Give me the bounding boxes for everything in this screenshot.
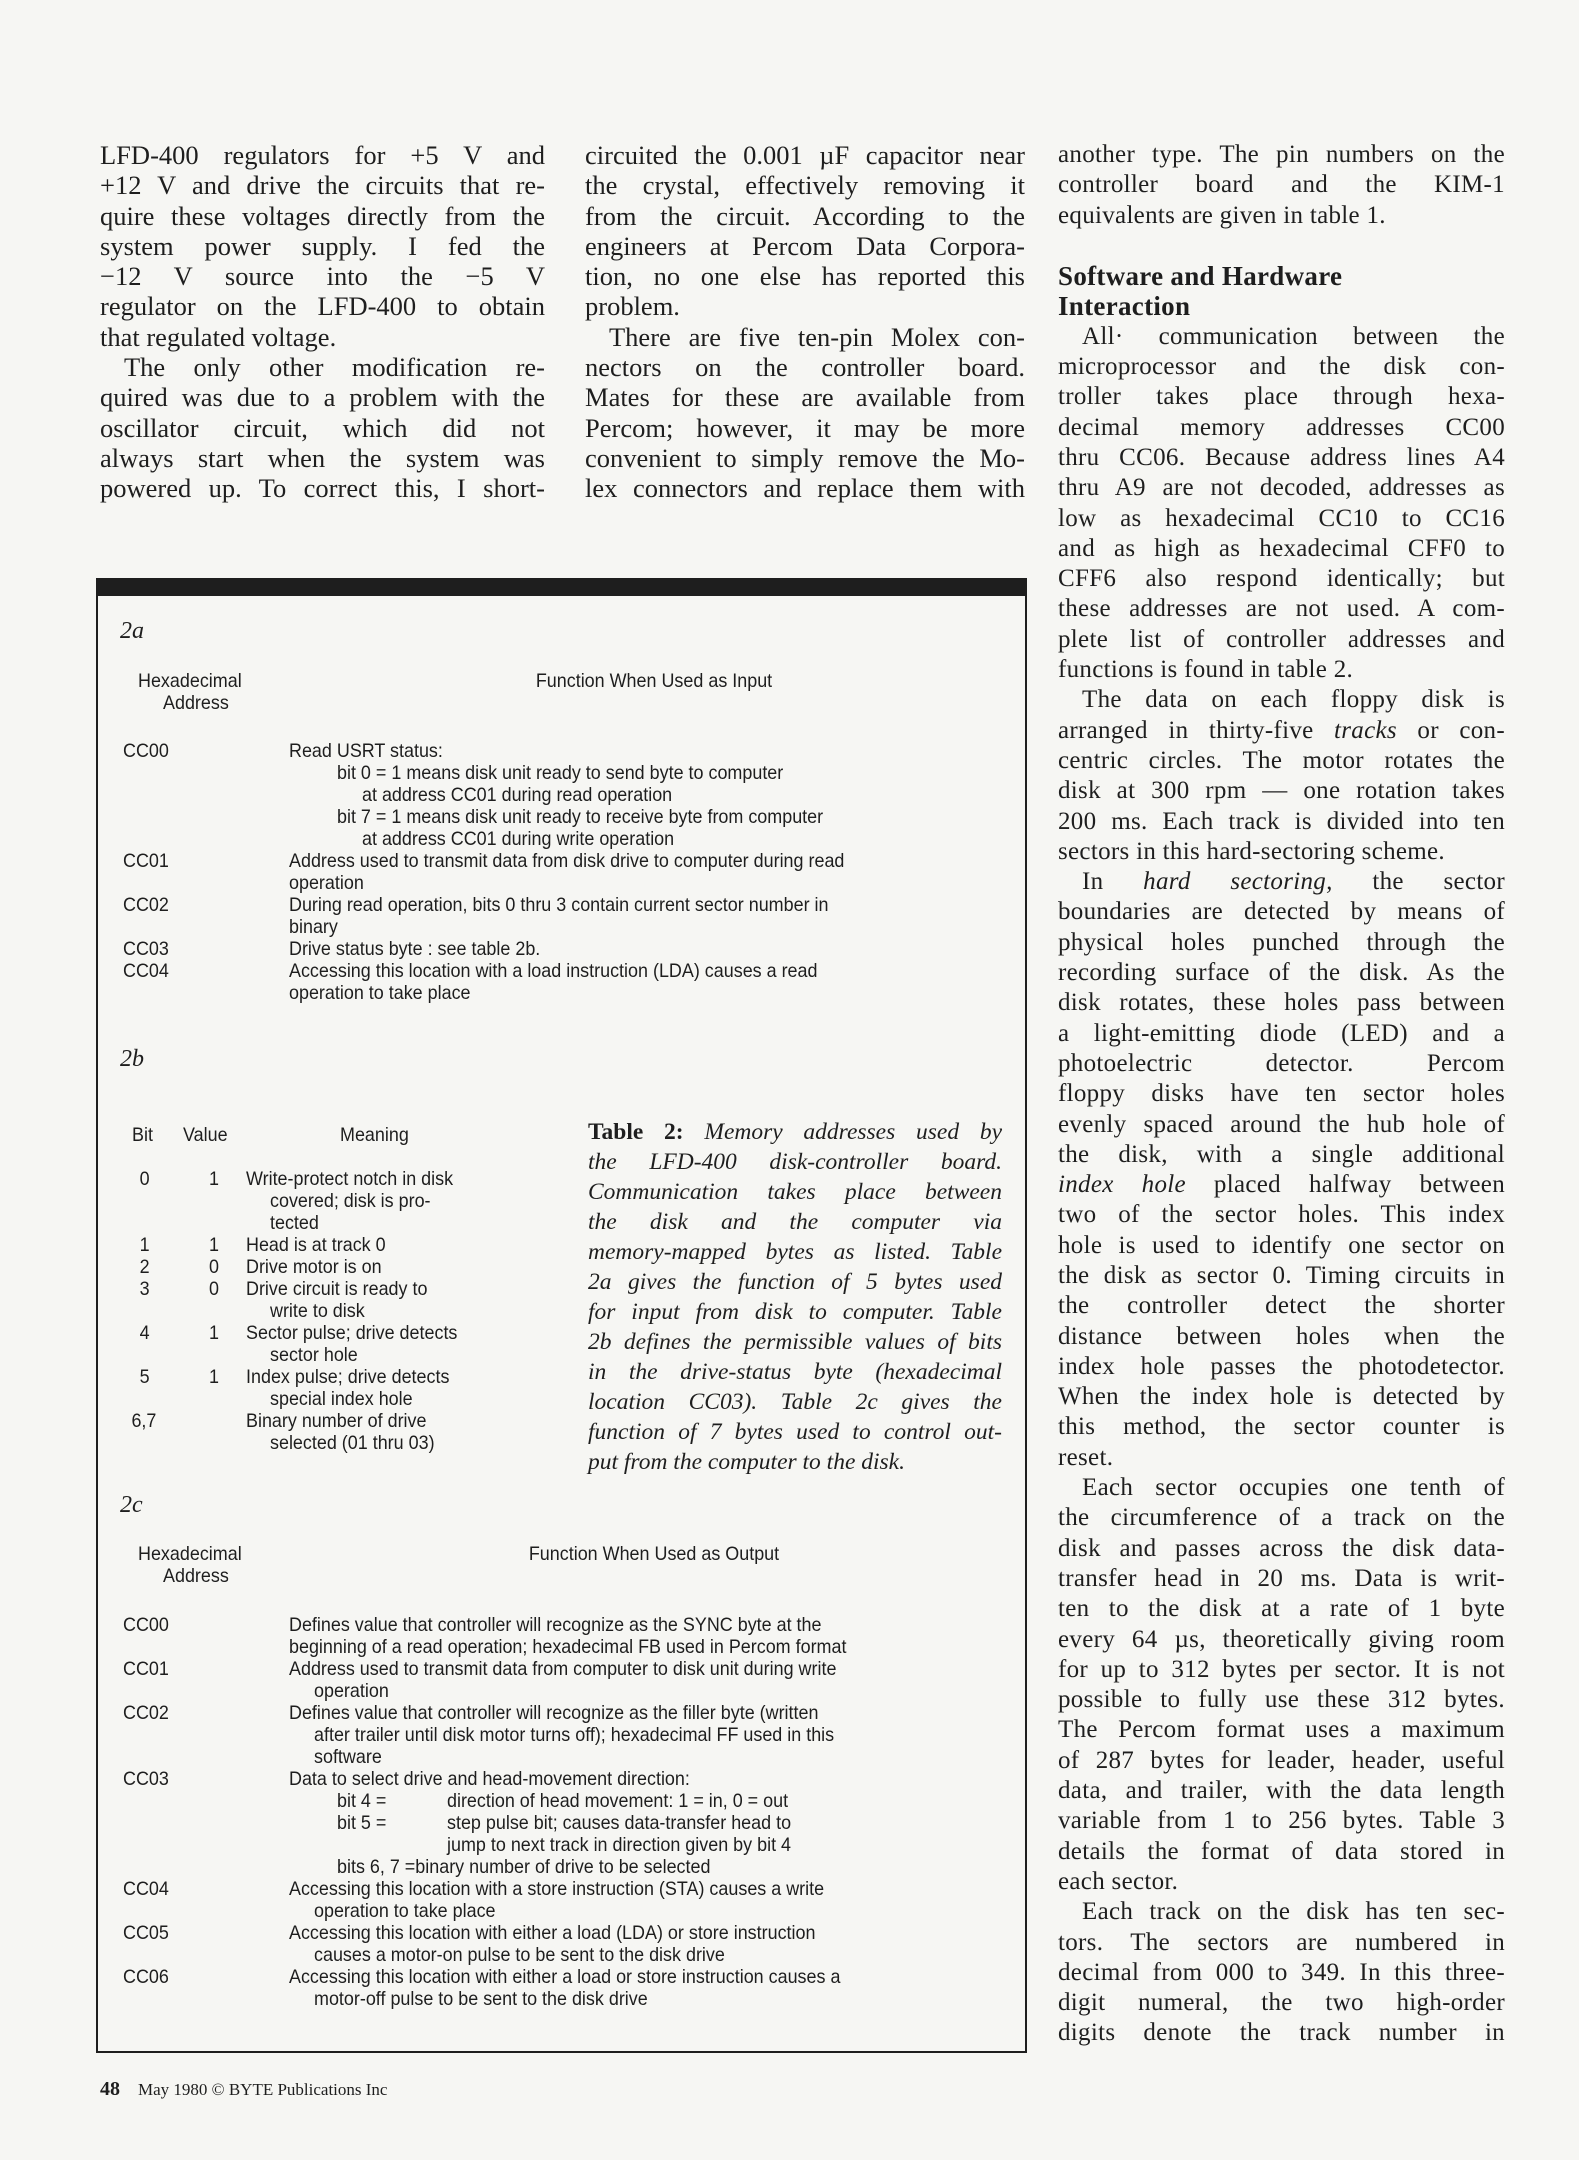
- paragraph: [1058, 140, 1505, 231]
- table-2c-row-address: CC06: [123, 1966, 169, 1988]
- text-line: microprocessor and the disk con-: [1058, 353, 1505, 381]
- text-line: +12 V and drive the circuits that re-: [100, 170, 545, 201]
- text-line: oscillator circuit, which did not: [100, 412, 545, 443]
- table-2a-row-address: CC01: [123, 850, 169, 872]
- table-2a-row-text: Read USRT status:: [289, 740, 443, 762]
- table-2c-row-address: CC04: [123, 1878, 169, 1900]
- text-line: quired was due to a problem with the: [100, 382, 545, 413]
- table-2c-row-text: step pulse bit; causes data-transfer head to: [447, 1812, 792, 1834]
- text-line: evenly spaced around the hub hole of: [1058, 1110, 1505, 1138]
- text-line: index hole placed halfway between: [1058, 1171, 1505, 1199]
- italic-text: hard sectoring,: [1143, 868, 1333, 896]
- table-2b-meaning: write to disk: [270, 1300, 365, 1322]
- table-2c-row-text: after trailer until disk motor turns off); hexadecimal FF used in this: [314, 1724, 835, 1746]
- table-2a-row-text: bit 7 = 1 means disk unit ready to receive byte from computer: [337, 806, 824, 828]
- text-line: −12 V source into the −5 V: [100, 261, 545, 292]
- text-line: controller board and the KIM-1: [1058, 171, 1505, 199]
- text-line: boundaries are detected by means of: [1058, 898, 1505, 926]
- table-2c-row-address: CC05: [123, 1922, 169, 1944]
- table-2b-meaning: tected: [270, 1212, 319, 1234]
- text-line: digits denote the track number in: [1058, 2019, 1505, 2047]
- text-line: plete list of controller addresses and: [1058, 625, 1505, 653]
- table-2b-bit: 2: [139, 1256, 150, 1278]
- italic-text: tracks: [1334, 716, 1397, 744]
- table-2b-value: 1: [209, 1234, 219, 1256]
- table-2c-row-text: bits 6, 7 =binary number of drive to be selected: [337, 1856, 711, 1878]
- text-line: circuited the 0.001 µF capacitor near: [585, 140, 1025, 170]
- paragraph: [100, 140, 545, 352]
- table-2b-value: 1: [209, 1366, 219, 1388]
- table-2b-header-bit: Bit: [132, 1124, 153, 1146]
- table-2b-meaning: covered; disk is pro-: [270, 1190, 431, 1212]
- text-line: each sector.: [1058, 1867, 1179, 1895]
- text-line: When the index hole is detected by: [1058, 1383, 1505, 1411]
- table-2c-row-text: Accessing this location with either a load or store instruction causes a: [289, 1966, 841, 1988]
- text-line: floppy disks have ten sector holes: [1058, 1080, 1505, 1108]
- table-2b-label: 2b: [120, 1046, 144, 1072]
- table-2b-meaning: Drive motor is on: [246, 1256, 382, 1278]
- article-column-left: [100, 140, 545, 504]
- text-line: arranged in thirty-five tracks or con-: [1058, 716, 1505, 744]
- table-2c-row-text: Accessing this location with a store instruction (STA) causes a write: [289, 1878, 825, 1900]
- article-column-right: [1058, 140, 1505, 2049]
- table-2c-row-text: Data to select drive and head-movement direction:: [289, 1768, 690, 1790]
- table-2c-row-text: software: [314, 1746, 382, 1768]
- caption-line: Communication takes place between: [588, 1179, 1002, 1205]
- text-line: powered up. To correct this, I short-: [100, 473, 545, 504]
- text-line: Interaction: [1058, 291, 1191, 322]
- table-2b-value: 1: [209, 1322, 219, 1344]
- table-2c-row-text: direction of head movement: 1 = in, 0 = out: [447, 1790, 789, 1812]
- text-line: engineers at Percom Data Corpora-: [585, 230, 1025, 261]
- table-2b-meaning: sector hole: [270, 1344, 358, 1366]
- text-line: disk at 300 rpm — one rotation takes: [1058, 777, 1505, 805]
- caption-line: for input from disk to computer. Table: [588, 1299, 1002, 1325]
- text-line: tors. The sectors are numbered in: [1058, 1928, 1505, 1956]
- table-2a-row-text: binary: [289, 916, 338, 938]
- text-line: All· communication between the: [1082, 322, 1505, 350]
- text-line: 200 ms. Each track is divided into ten: [1058, 807, 1505, 835]
- table-2a-row-address: CC04: [123, 960, 169, 982]
- text-line: always start when the system was: [100, 442, 545, 473]
- text-line: decimal from 000 to 349. In this three-: [1058, 1958, 1505, 1986]
- text-line: a light-emitting diode (LED) and a: [1058, 1019, 1505, 1047]
- table-2a-row-text: Address used to transmit data from disk drive to computer during read: [289, 850, 845, 872]
- caption-line: location CC03). Table 2c gives the: [588, 1389, 1002, 1415]
- paragraph: [1058, 867, 1505, 1473]
- text-line: regulator on the LFD-400 to obtain: [100, 291, 545, 322]
- table-2a-row-text: Drive status byte : see table 2b.: [289, 938, 541, 960]
- table-2c-row-text: jump to next track in direction given by bit 4: [447, 1834, 792, 1856]
- text-line: The only other modification re-: [124, 352, 545, 383]
- text-line: The data on each floppy disk is: [1082, 686, 1505, 714]
- paragraph: [585, 322, 1025, 504]
- caption-line: function of 7 bytes used to control out-: [588, 1419, 1002, 1445]
- text-line: the crystal, effectively removing it: [585, 170, 1025, 201]
- text-line: lex connectors and replace them with: [585, 473, 1025, 504]
- table-2a-row-text: operation: [289, 872, 364, 894]
- table-2c-row-text: Defines value that controller will recognize as the filler byte (written: [289, 1702, 819, 1724]
- table-2b-meaning: special index hole: [270, 1388, 413, 1410]
- text-line: LFD-400 regulators for +5 V and: [100, 140, 545, 170]
- table-2c-row-text: causes a motor-on pulse to be sent to the disk drive: [314, 1944, 725, 1966]
- text-line: from the circuit. According to the: [585, 200, 1025, 231]
- text-line: functions is found in table 2.: [1058, 656, 1354, 684]
- text-line: the disk, with a single additional: [1058, 1140, 1505, 1168]
- table-2b-bit: 3: [139, 1278, 150, 1300]
- text-line: thru CC06. Because address lines A4: [1058, 443, 1505, 471]
- table-2c-header-function: Function When Used as Output: [528, 1543, 780, 1565]
- paragraph: [1058, 1473, 1505, 1897]
- table-2b-meaning: Drive circuit is ready to: [246, 1278, 428, 1300]
- text-line: There are five ten-pin Molex con-: [609, 321, 1025, 352]
- table-2b-value: 0: [209, 1278, 219, 1300]
- page-number: 48: [100, 2078, 120, 2100]
- table-2a-header-function: Function When Used as Input: [535, 670, 773, 692]
- text-line: nectors on the controller board.: [585, 352, 1025, 383]
- table-2a-row-text: at address CC01 during read operation: [362, 784, 673, 806]
- text-line: transfer head in 20 ms. Data is writ-: [1058, 1564, 1505, 1592]
- article-column-middle: [585, 140, 1025, 504]
- text-line: Each sector occupies one tenth of: [1082, 1474, 1505, 1502]
- text-line: low as hexadecimal CC10 to CC16: [1058, 504, 1505, 532]
- table-2c-bit-label: bit 5 =: [337, 1812, 387, 1834]
- table-2c-row-text: Address used to transmit data from computer to disk unit during write: [289, 1658, 837, 1680]
- table-2-caption: [588, 1117, 1002, 1477]
- table-2c-row-text: Defines value that controller will recognize as the SYNC byte at the: [289, 1614, 822, 1636]
- caption-line: the LFD-400 disk-controller board.: [588, 1149, 1002, 1175]
- table-2b-bit: 6,7: [131, 1410, 157, 1432]
- text-line: that regulated voltage.: [100, 321, 337, 352]
- page-footer: [100, 2078, 387, 2101]
- text-line: system power supply. I fed the: [100, 230, 545, 261]
- text-line: distance between holes when the: [1058, 1322, 1505, 1350]
- table-2b-value: 0: [209, 1256, 219, 1278]
- text-line: quire these voltages directly from the: [100, 200, 545, 231]
- table-2a-header-address: Address: [163, 692, 229, 714]
- table-2c-header-address: Hexadecimal: [138, 1543, 242, 1565]
- text-line: this method, the sector counter is: [1058, 1413, 1505, 1441]
- table-2a-row-address: CC00: [123, 740, 169, 762]
- text-line: disk and passes across the disk data-: [1058, 1534, 1505, 1562]
- table-2c-row-text: Accessing this location with either a load (LDA) or store instruction: [289, 1922, 816, 1944]
- table-2c-row-text: operation: [314, 1680, 389, 1702]
- text-line: and as high as hexadecimal CFF0 to: [1058, 534, 1505, 562]
- table-2a-row-text: Accessing this location with a load instruction (LDA) causes a read: [289, 960, 818, 982]
- table-2b-value: 1: [209, 1168, 219, 1190]
- table-2b-meaning: Head is at track 0: [246, 1234, 386, 1256]
- text-line: centric circles. The motor rotates the: [1058, 746, 1505, 774]
- table-2a-label: 2a: [120, 618, 144, 644]
- text-line: troller takes place through hexa-: [1058, 383, 1505, 411]
- text-line: variable from 1 to 256 bytes. Table 3: [1058, 1807, 1505, 1835]
- paragraph: [1058, 685, 1505, 867]
- text-line: sectors in this hard-sectoring scheme.: [1058, 837, 1445, 865]
- table-2c-row-address: CC01: [123, 1658, 169, 1680]
- footer-publication: May 1980 © BYTE Publications Inc: [138, 2080, 388, 2099]
- table-2c-header-address: Address: [163, 1565, 229, 1587]
- text-line: details the format of data stored in: [1058, 1837, 1505, 1865]
- italic-text: index hole: [1058, 1171, 1186, 1199]
- text-line: disk rotates, these holes pass between: [1058, 989, 1505, 1017]
- table-2b-bit: 0: [139, 1168, 150, 1190]
- table-2c-row-text: operation to take place: [314, 1900, 496, 1922]
- table-2c-row-text: motor-off pulse to be sent to the disk drive: [314, 1988, 648, 2010]
- table-2b-header-meaning: Meaning: [340, 1124, 409, 1146]
- text-line: data, and trailer, with the data length: [1058, 1777, 1505, 1805]
- text-line: ten to the disk at a rate of 1 byte: [1058, 1595, 1505, 1623]
- text-line: of 287 bytes for leader, header, useful: [1058, 1746, 1505, 1774]
- table-2b-meaning: Binary number of drive: [246, 1410, 427, 1432]
- caption-line: 2b defines the permissible values of bits: [588, 1329, 1002, 1355]
- text-line: problem.: [585, 291, 680, 322]
- text-line: index hole passes the photodetector.: [1058, 1352, 1505, 1380]
- paragraph: [1058, 322, 1505, 686]
- text-line: possible to fully use these 312 bytes.: [1058, 1686, 1505, 1714]
- text-line: photoelectric detector. Percom: [1058, 1049, 1505, 1077]
- caption-line: memory-mapped bytes as listed. Table: [588, 1239, 1002, 1265]
- text-line: another type. The pin numbers on the: [1058, 141, 1505, 168]
- table-2b-header-value: Value: [183, 1124, 228, 1146]
- text-line: thru A9 are not decoded, addresses as: [1058, 474, 1505, 502]
- table-2b-meaning: Write-protect notch in disk: [246, 1168, 454, 1190]
- caption-line: put from the computer to the disk.: [588, 1449, 905, 1475]
- text-line: these addresses are not used. A com-: [1058, 595, 1505, 623]
- table-2c-row-text: beginning of a read operation; hexadecimal FB used in Percom format: [289, 1636, 847, 1658]
- table-2a-row-address: CC03: [123, 938, 169, 960]
- table-2b-bit: 4: [139, 1322, 150, 1344]
- table-2c-row-address: CC02: [123, 1702, 169, 1724]
- table-2a-row-text: bit 0 = 1 means disk unit ready to send byte to computer: [337, 762, 784, 784]
- caption-line: Table 2: Memory addresses used by: [588, 1119, 1002, 1145]
- text-line: hole is used to identify one sector on: [1058, 1231, 1505, 1259]
- text-line: The Percom format uses a maximum: [1058, 1716, 1505, 1744]
- table-2c-label: 2c: [120, 1492, 143, 1518]
- text-line: equivalents are given in table 1.: [1058, 201, 1386, 229]
- caption-line: in the drive-status byte (hexadecimal: [588, 1359, 1002, 1385]
- text-line: convenient to simply remove the Mo-: [585, 442, 1025, 473]
- table-2b-meaning: Index pulse; drive detects: [246, 1366, 450, 1388]
- paragraph: [100, 352, 545, 503]
- table-2c-bit-label: bit 4 =: [337, 1790, 387, 1812]
- text-line: decimal memory addresses CC00: [1058, 413, 1505, 441]
- text-line: the controller detect the shorter: [1058, 1292, 1505, 1320]
- text-line: Each track on the disk has ten sec-: [1082, 1898, 1505, 1926]
- table-2a-row-text: operation to take place: [289, 982, 471, 1004]
- table-2b-meaning: Sector pulse; drive detects: [246, 1322, 458, 1344]
- table-2c-row-address: CC03: [123, 1768, 169, 1790]
- text-line: recording surface of the disk. As the: [1058, 959, 1505, 987]
- paragraph: [585, 140, 1025, 322]
- text-line: In hard sectoring, the sector: [1082, 868, 1505, 896]
- text-line: for up to 312 bytes per sector. It is not: [1058, 1655, 1505, 1683]
- text-line: Mates for these are available from: [585, 382, 1025, 413]
- table-2b-meaning: selected (01 thru 03): [270, 1432, 435, 1454]
- text-line: the disk as sector 0. Timing circuits in: [1058, 1261, 1505, 1289]
- paragraph: [1058, 1897, 1505, 2048]
- caption-label: Table 2:: [588, 1119, 705, 1145]
- text-line: physical holes punched through the: [1058, 928, 1505, 956]
- table-2a-row-address: CC02: [123, 894, 169, 916]
- table-2a-row-text: at address CC01 during write operation: [362, 828, 675, 850]
- text-line: reset.: [1058, 1443, 1114, 1471]
- text-line: digit numeral, the two high-order: [1058, 1989, 1505, 2017]
- table-2a-header-address: Hexadecimal: [138, 670, 242, 692]
- caption-line: 2a gives the function of 5 bytes used: [588, 1269, 1002, 1295]
- text-line: the circumference of a track on the: [1058, 1504, 1505, 1532]
- caption-line: the disk and the computer via: [588, 1209, 1002, 1235]
- text-line: tion, no one else has reported this: [585, 261, 1025, 292]
- table-2a-row-text: During read operation, bits 0 thru 3 contain current sector number in: [289, 894, 829, 916]
- table-2c-row-address: CC00: [123, 1614, 169, 1636]
- section-heading: [1058, 261, 1505, 322]
- text-line: Percom; however, it may be more: [585, 412, 1025, 443]
- text-line: every 64 µs, theoretically giving room: [1058, 1625, 1505, 1653]
- table-2b-bit: 1: [139, 1234, 150, 1256]
- text-line: two of the sector holes. This index: [1058, 1201, 1505, 1229]
- text-line: Software and Hardware: [1058, 261, 1343, 292]
- table-2b-bit: 5: [139, 1366, 150, 1388]
- text-line: CFF6 also respond identically; but: [1058, 565, 1505, 593]
